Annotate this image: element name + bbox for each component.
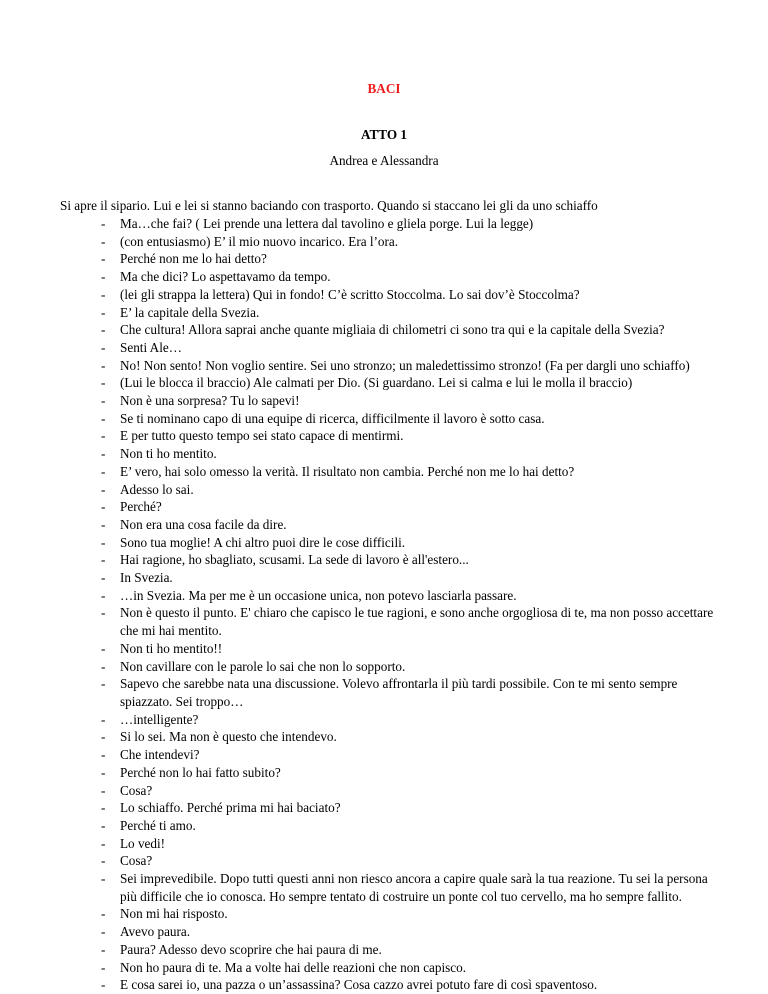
dash-marker: - <box>101 534 106 550</box>
dash-marker: - <box>101 605 106 621</box>
dialogue-text: E’ vero, hai solo omesso la verità. Il risultato non cambia. Perché non me lo hai detto? <box>120 463 575 479</box>
dash-marker: - <box>101 764 106 780</box>
dash-marker: - <box>101 357 106 373</box>
dialogue-text: Non ti ho mentito. <box>120 446 217 462</box>
dash-marker: - <box>101 481 106 497</box>
dialogue-text: Adesso lo sai. <box>120 481 194 497</box>
dialogue-text: E cosa sarei io, una pazza o un’assassina? Cosa cazzo avrei potuto fare di così spaventoso. <box>120 977 598 993</box>
dash-marker: - <box>101 286 106 302</box>
dash-marker: - <box>101 570 106 586</box>
dialogue-line <box>0 852 768 870</box>
dialogue-line <box>0 941 768 959</box>
dash-marker: - <box>101 410 106 426</box>
dash-marker: - <box>101 906 106 922</box>
dialogue-text: In Svezia. <box>120 570 173 586</box>
dialogue-text: Ma…che fai? ( Lei prende una lettera dal tavolino e gliela porge. Lui la legge) <box>120 216 534 231</box>
dialogue-line <box>0 870 768 905</box>
dialogue-text: Perché? <box>120 499 162 515</box>
dialogue-line <box>0 516 768 534</box>
dash-marker: - <box>101 322 106 338</box>
dash-marker: - <box>101 552 106 568</box>
dash-marker: - <box>101 729 106 745</box>
dash-marker: - <box>101 959 106 975</box>
dialogue-line <box>0 463 768 481</box>
dialogue-text: (Lui le blocca il braccio) Ale calmati per Dio. (Si guardano. Lei si calma e lui le molla il braccio) <box>120 375 633 391</box>
dash-marker: - <box>101 233 106 249</box>
dash-marker: - <box>101 587 106 603</box>
dialogue-text: Lo vedi! <box>120 835 166 851</box>
dash-marker: - <box>101 747 106 763</box>
dialogue-text: Non è questo il punto. E' chiaro che capisco le tue ragioni, e sono anche orgogliosa di te, ma non posso accettare che mi hai mentito. <box>120 605 714 639</box>
dialogue-line <box>0 445 768 463</box>
dash-marker: - <box>101 428 106 444</box>
dialogue-line <box>0 587 768 605</box>
dash-marker: - <box>101 304 106 320</box>
dialogue-line <box>0 817 768 835</box>
dialogue-text: Che intendevi? <box>120 747 200 763</box>
dialogue-line <box>0 215 768 233</box>
dialogue-line <box>0 658 768 676</box>
dialogue-text: Lo schiaffo. Perché prima mi hai baciato? <box>120 800 341 816</box>
dash-marker: - <box>101 375 106 391</box>
dash-marker: - <box>101 853 106 869</box>
dialogue-text: Avevo paura. <box>120 924 191 940</box>
dialogue-text: Non ti ho mentito!! <box>120 640 223 656</box>
dash-marker: - <box>101 269 106 285</box>
dialogue-text: …in Svezia. Ma per me è un occasione unica, non potevo lasciarla passare. <box>120 587 517 603</box>
act-heading: ATTO 1 <box>360 127 408 142</box>
dialogue-line <box>0 764 768 782</box>
dialogue-line <box>0 923 768 941</box>
dialogue-text: Sei imprevedibile. Dopo tutti questi anni non riesco ancora a capire quale sarà la tua reazione. Tu sei la persona più difficile che io conosca. Ho sempre tentato di costruire un ponte col tuo cervello, ma ho sempre fallito. <box>120 871 708 904</box>
dialogue-text: (con entusiasmo) E’ il mio nuovo incarico. Era l’ora. <box>120 233 399 249</box>
dialogue-text: Senti Ale… <box>120 339 182 355</box>
dash-marker: - <box>101 499 106 515</box>
dash-marker: - <box>101 782 106 798</box>
dialogue-text: Se ti nominano capo di una equipe di ricerca, difficilmente il lavoro è sotto casa. <box>120 410 545 426</box>
dialogue-text: Che cultura! Allora saprai anche quante migliaia di chilometri ci sono tra qui e la capitale della Svezia? <box>120 322 665 338</box>
dialogue-text: Sapevo che sarebbe nata una discussione. Volevo affrontarla il più tardi possibile. Con te mi sento sempre spiazzato. Sei troppo… <box>120 676 678 709</box>
dash-marker: - <box>101 216 106 231</box>
dash-marker: - <box>101 800 106 816</box>
dash-marker: - <box>101 835 106 851</box>
dialogue-line <box>0 976 768 994</box>
dialogue-text: …intelligente? <box>120 711 199 727</box>
dialogue-text: Si lo sei. Ma non è questo che intendevo. <box>120 729 337 745</box>
dialogue-text: Perché non me lo hai detto? <box>120 251 267 267</box>
dialogue-line <box>0 498 768 516</box>
dialogue-line <box>0 481 768 499</box>
dialogue-line <box>0 321 768 339</box>
dialogue-text: Hai ragione, ho sbagliato, scusami. La sede di lavoro è all'estero... <box>120 552 469 568</box>
dialogue-line <box>0 569 768 587</box>
dialogue-line <box>0 782 768 800</box>
characters-line: Andrea e Alessandra <box>329 153 439 168</box>
dialogue-list <box>0 215 768 994</box>
dialogue-line <box>0 534 768 552</box>
dash-marker: - <box>101 251 106 267</box>
dialogue-text: Sono tua moglie! A chi altro puoi dire le cose difficili. <box>120 534 406 550</box>
dash-marker: - <box>101 711 106 727</box>
dash-marker: - <box>101 941 106 957</box>
dialogue-line <box>0 233 768 251</box>
dash-marker: - <box>101 339 106 355</box>
dialogue-text: Cosa? <box>120 782 153 798</box>
dash-marker: - <box>101 658 106 674</box>
dialogue-line <box>0 427 768 445</box>
dialogue-line <box>0 799 768 817</box>
dialogue-line <box>0 728 768 746</box>
dialogue-line <box>0 959 768 977</box>
stage-direction: Si apre il sipario. Lui e lei si stanno baciando con trasporto. Quando si staccano lei gli da uno schiaffo <box>60 198 598 213</box>
dialogue-text: Non mi hai risposto. <box>120 906 228 922</box>
dialogue-line <box>0 304 768 322</box>
dialogue-line <box>0 268 768 286</box>
dialogue-line <box>0 392 768 410</box>
dialogue-text: Non cavillare con le parole lo sai che non lo sopporto. <box>120 658 406 674</box>
dialogue-text: (lei gli strappa la lettera) Qui in fondo! C’è scritto Stoccolma. Lo sai dov’è Stoccolma? <box>120 286 580 302</box>
dialogue-text: Perché ti amo. <box>120 817 196 833</box>
dash-marker: - <box>101 446 106 462</box>
dialogue-line <box>0 905 768 923</box>
dash-marker: - <box>101 640 106 656</box>
dialogue-line <box>0 374 768 392</box>
dialogue-line <box>0 410 768 428</box>
dialogue-line <box>0 551 768 569</box>
dialogue-text: E per tutto questo tempo sei stato capace di mentirmi. <box>120 428 404 444</box>
dash-marker: - <box>101 977 106 993</box>
dialogue-line <box>0 339 768 357</box>
dialogue-line <box>0 357 768 375</box>
play-title: BACI <box>367 81 401 96</box>
dialogue-text: Non ho paura di te. Ma a volte hai delle reazioni che non capisco. <box>120 959 467 975</box>
dialogue-text: Non era una cosa facile da dire. <box>120 516 287 532</box>
dash-marker: - <box>101 676 106 692</box>
dialogue-text: No! Non sento! Non voglio sentire. Sei uno stronzo; un maledettissimo stronzo! (Fa per dargli uno schiaffo) <box>120 357 690 373</box>
dialogue-line <box>0 604 768 639</box>
dash-marker: - <box>101 516 106 532</box>
dash-marker: - <box>101 463 106 479</box>
dash-marker: - <box>101 924 106 940</box>
dialogue-text: Ma che dici? Lo aspettavamo da tempo. <box>120 269 331 285</box>
dialogue-line <box>0 711 768 729</box>
dialogue-text: Paura? Adesso devo scoprire che hai paura di me. <box>120 941 382 957</box>
dash-marker: - <box>101 871 106 887</box>
dialogue-line <box>0 250 768 268</box>
dialogue-text: Cosa? <box>120 853 153 869</box>
dialogue-line <box>0 640 768 658</box>
dialogue-line <box>0 675 768 710</box>
dialogue-text: Perché non lo hai fatto subito? <box>120 764 281 780</box>
dash-marker: - <box>101 393 106 409</box>
dialogue-line <box>0 835 768 853</box>
dash-marker: - <box>101 817 106 833</box>
dialogue-text: Non è una sorpresa? Tu lo sapevi! <box>120 393 300 409</box>
dialogue-text: E’ la capitale della Svezia. <box>120 304 260 320</box>
dialogue-line <box>0 746 768 764</box>
dialogue-line <box>0 286 768 304</box>
